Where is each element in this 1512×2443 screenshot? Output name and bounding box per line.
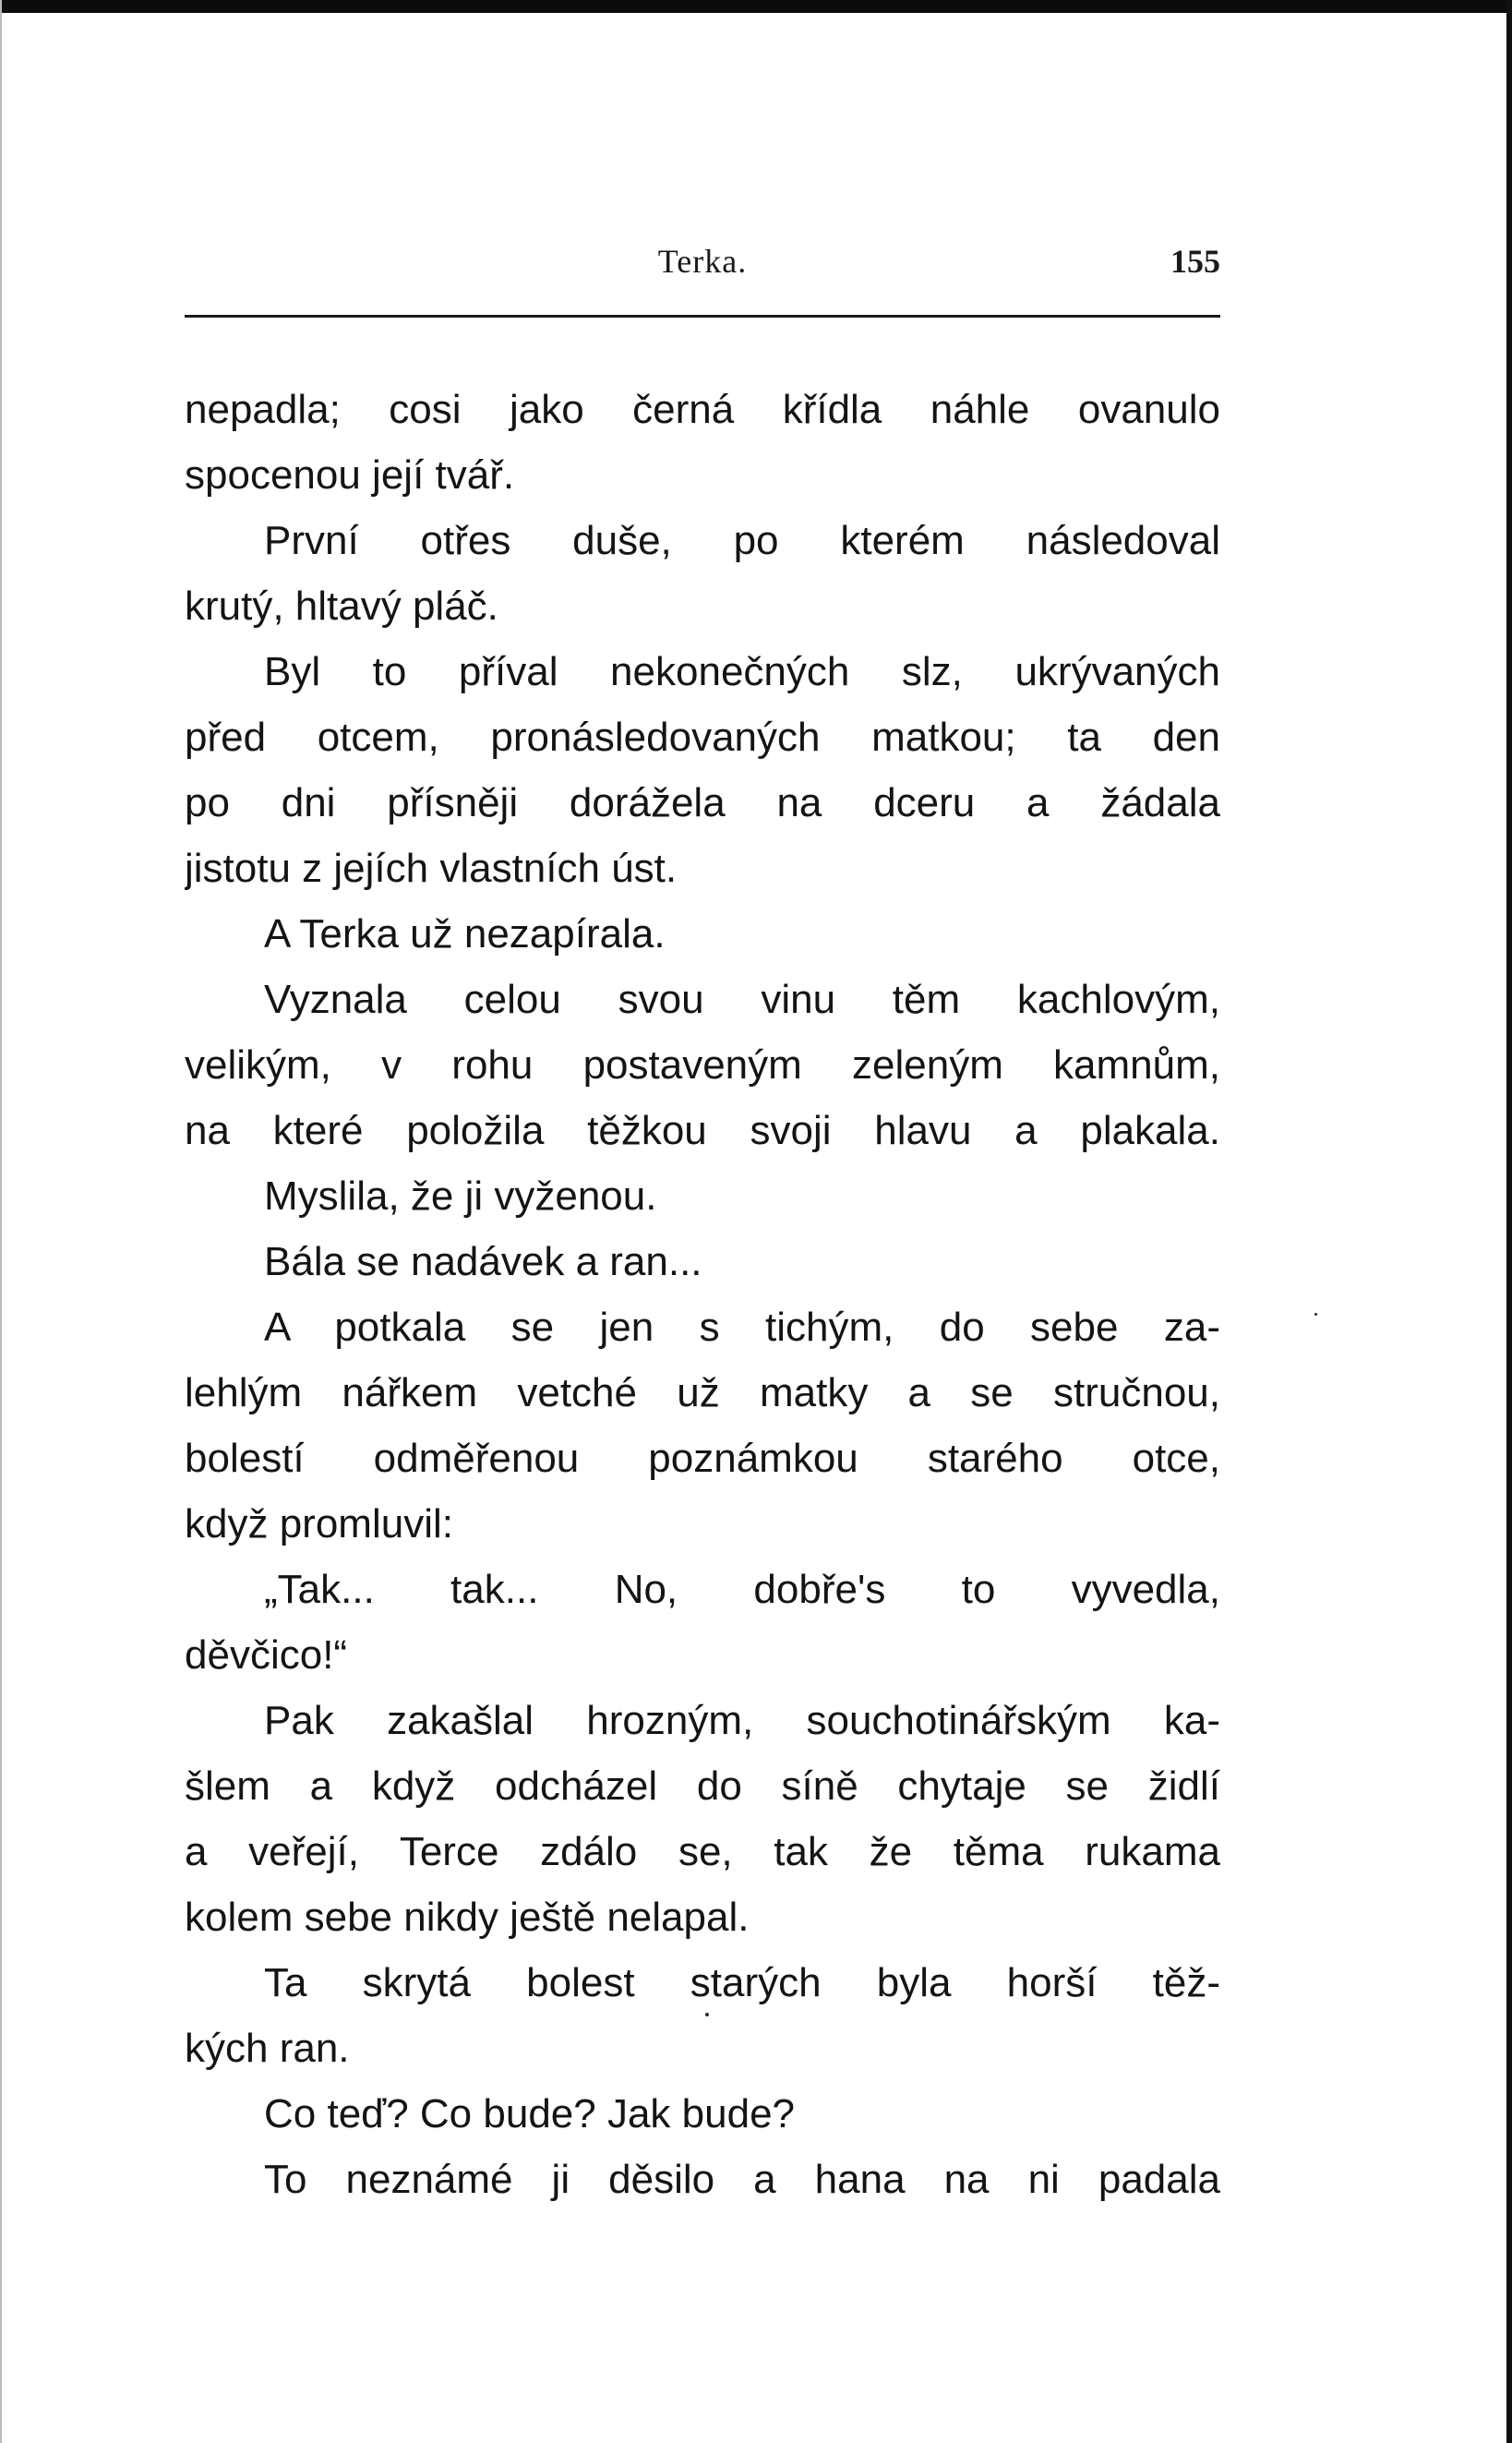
text-line: nepadla; cosi jako černá křídla náhle ovanulo <box>185 387 1220 432</box>
text-line: jistotu z jejích vlastních úst. <box>185 846 678 891</box>
text-line: Ta skrytá bolest starých byla horší těž- <box>264 1960 1220 2005</box>
text-line: kých ran. <box>185 2026 350 2071</box>
header-rule <box>185 315 1220 318</box>
text-line: před otcem, pronásledovaných matkou; ta den <box>185 715 1220 760</box>
text-line: kolem sebe nikdy ještě nelapal. <box>185 1895 750 1940</box>
scan-border-top <box>0 0 1512 13</box>
text-line: Bála se nadávek a ran... <box>264 1239 702 1284</box>
text-line: děvčico!“ <box>185 1632 348 1678</box>
scan-border-left <box>0 0 2 2443</box>
text-line: A Terka už nezapírala. <box>264 911 666 957</box>
text-line: To neznámé ji děsilo a hana na ni padala <box>264 2157 1220 2202</box>
body-text <box>185 377 1220 2212</box>
scan-speck <box>1314 1313 1317 1316</box>
text-line: šlem a když odcházel do síně chytaje se židlí <box>185 1763 1220 1809</box>
text-line: A potkala se jen s tichým, do sebe za- <box>264 1305 1220 1350</box>
text-line: Myslila, že ji vyženou. <box>264 1173 657 1219</box>
running-head <box>185 242 1220 297</box>
running-title: Terka. <box>657 243 748 280</box>
text-line: po dni přísněji dorážela na dceru a žádala <box>185 780 1220 825</box>
scan-border-right <box>1506 0 1512 2443</box>
text-line: velikým, v rohu postaveným zeleným kamnům, <box>185 1042 1220 1088</box>
text-line: bolestí odměřenou poznámkou starého otce, <box>185 1436 1220 1481</box>
text-line: Vyznala celou svou vinu těm kachlovým, <box>264 977 1220 1022</box>
text-line: Byl to příval nekonečných slz, ukrývaných <box>264 649 1220 694</box>
text-line: „Tak... tak... No, dobře's to vyvedla, <box>264 1567 1220 1612</box>
text-line: když promluvil: <box>185 1501 453 1546</box>
text-line: na které položila těžkou svoji hlavu a plakala. <box>185 1108 1220 1153</box>
text-line: lehlým nářkem vetché už matky a se stručnou, <box>185 1370 1220 1415</box>
text-line: krutý, hltavý pláč. <box>185 584 498 629</box>
scan-speck <box>705 2013 709 2016</box>
text-line: Pak zakašlal hrozným, souchotinářským ka- <box>264 1698 1220 1743</box>
page-number: 155 <box>1170 243 1220 280</box>
text-line: spocenou její tvář. <box>185 452 515 498</box>
text-line: První otřes duše, po kterém následoval <box>264 518 1220 563</box>
text-line: a veřejí, Terce zdálo se, tak že těma rukama <box>185 1829 1220 1874</box>
text-line: Co teď? Co bude? Jak bude? <box>264 2091 796 2136</box>
